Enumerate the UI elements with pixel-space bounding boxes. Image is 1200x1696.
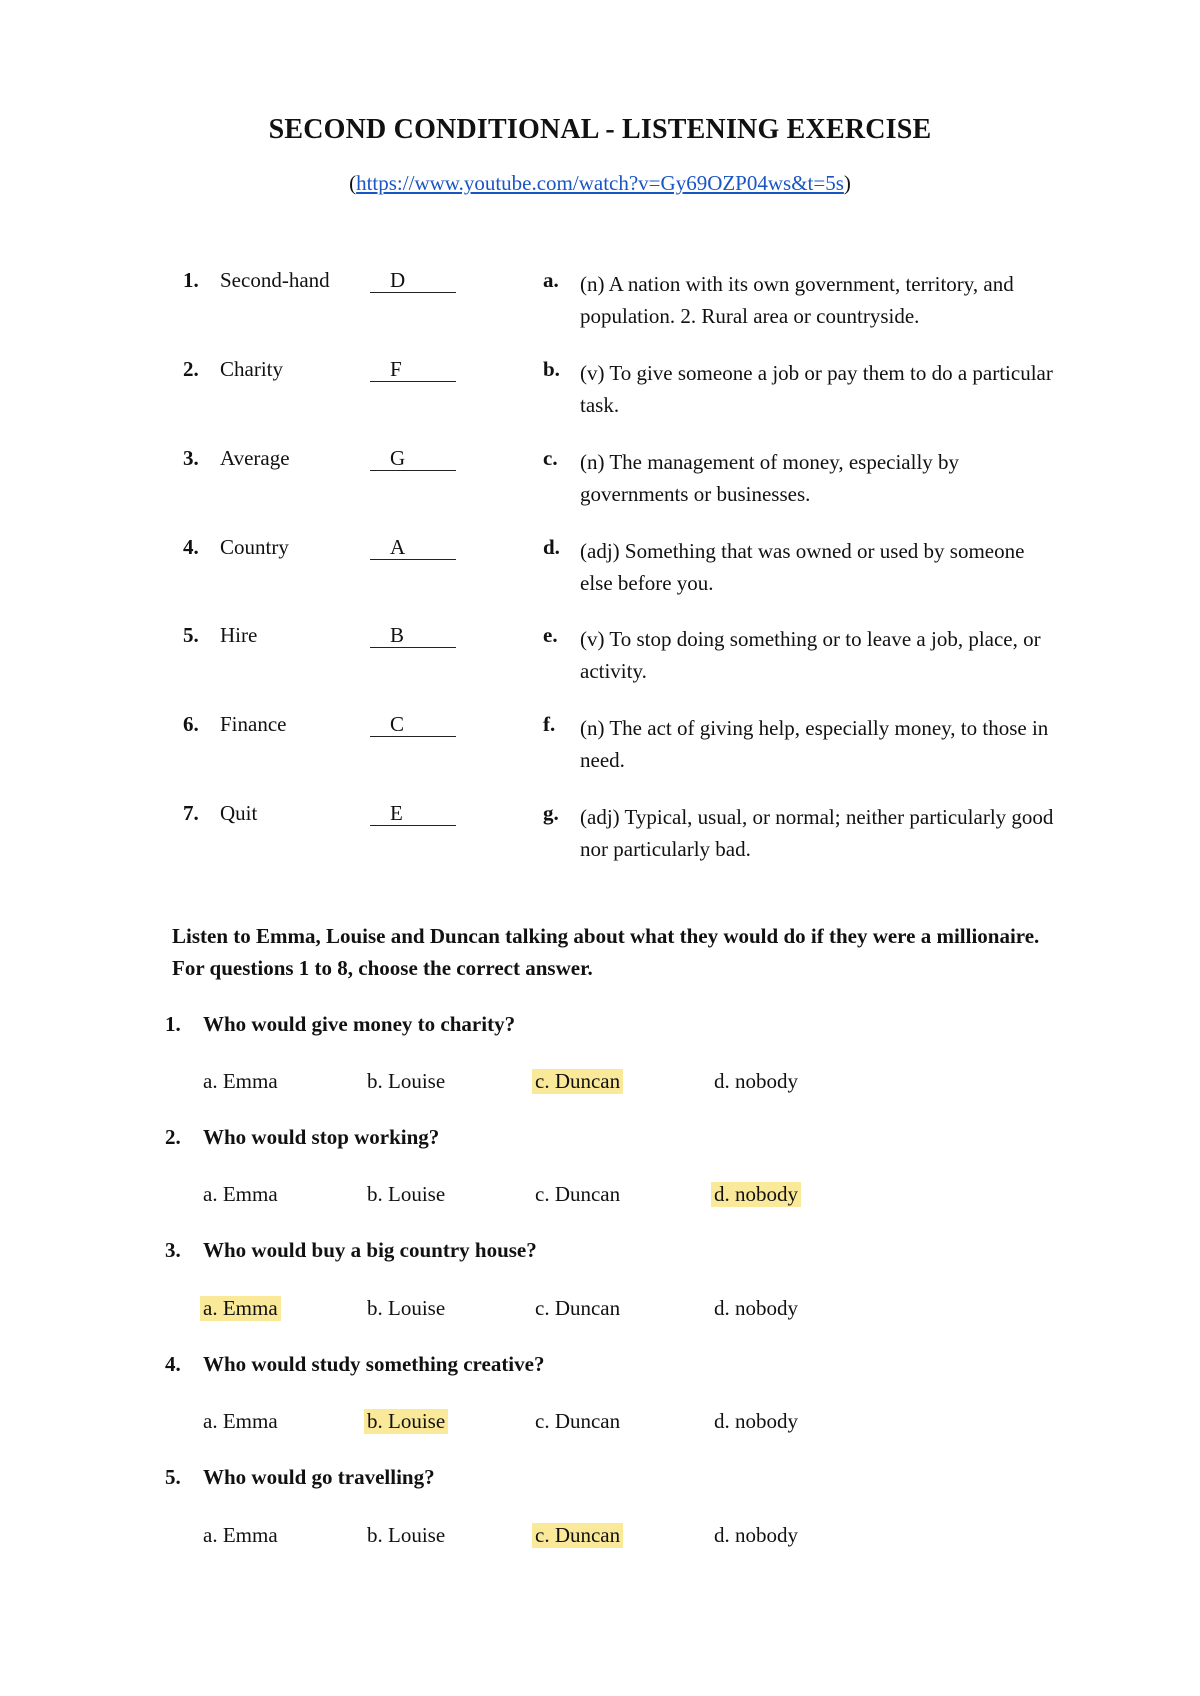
question-number: 2. — [165, 1125, 181, 1149]
option-d[interactable]: d. nobody — [714, 1069, 798, 1093]
definition-letter: b. — [543, 357, 560, 381]
answer-blank[interactable] — [370, 357, 456, 382]
question-number: 3. — [165, 1238, 181, 1262]
option-d[interactable]: d. nobody — [711, 1182, 801, 1207]
definition-text: (n) The management of money, especially by governments or businesses. — [580, 450, 960, 506]
question-number: 5. — [165, 1465, 181, 1489]
question-text: Who would buy a big country house? — [203, 1238, 537, 1262]
vocab-number: 3. — [183, 446, 199, 470]
definition-text: (n) The act of giving help, especially money, to those in need. — [580, 716, 1049, 772]
answer-letter: A — [390, 535, 406, 559]
answer-letter: B — [390, 623, 405, 647]
definition-text: (v) To give someone a job or pay them to do a particular task. — [580, 361, 1053, 417]
option-d[interactable]: d. nobody — [714, 1296, 798, 1320]
answer-letter: C — [390, 712, 405, 736]
option-c[interactable]: c. Duncan — [535, 1409, 621, 1433]
vocab-word: Finance — [220, 712, 287, 736]
vocab-number: 5. — [183, 623, 199, 647]
video-link-line — [0, 171, 1200, 196]
page-title: SECOND CONDITIONAL - LISTENING EXERCISE — [268, 114, 932, 145]
option-b[interactable]: b. Louise — [367, 1523, 446, 1547]
option-c[interactable]: c. Duncan — [535, 1182, 621, 1206]
question-text: Who would study something creative? — [203, 1352, 545, 1376]
option-d[interactable]: d. nobody — [714, 1523, 798, 1547]
vocab-row — [0, 712, 1200, 792]
vocab-number: 6. — [183, 712, 199, 736]
option-a[interactable]: a. Emma — [203, 1182, 278, 1206]
answer-blank[interactable] — [370, 623, 456, 648]
vocab-number: 7. — [183, 801, 199, 825]
definition-text: (n) A nation with its own government, territory, and population. 2. Rural area or countryside. — [580, 272, 1014, 328]
vocab-number: 4. — [183, 535, 199, 559]
listening-instructions: Listen to Emma, Louise and Duncan talking about what they would do if they were a millionaire. For questions 1 to 8, choose the correct answer. — [172, 924, 1040, 980]
answer-blank[interactable] — [370, 446, 456, 471]
vocab-word: Charity — [220, 357, 283, 381]
option-a[interactable]: a. Emma — [200, 1296, 281, 1321]
definition-text: (adj) Something that was owned or used by someone else before you. — [580, 539, 1025, 595]
vocab-row — [0, 535, 1200, 615]
option-b[interactable]: b. Louise — [367, 1182, 446, 1206]
option-d[interactable]: d. nobody — [714, 1409, 798, 1433]
question-number: 1. — [165, 1012, 181, 1036]
question-text: Who would give money to charity? — [203, 1012, 516, 1036]
option-b[interactable]: b. Louise — [367, 1296, 446, 1320]
vocab-word: Quit — [220, 801, 258, 825]
definition-text: (adj) Typical, usual, or normal; neither particularly good nor particularly bad. — [580, 805, 1054, 861]
vocab-word: Hire — [220, 623, 258, 647]
definition-letter: e. — [543, 623, 558, 647]
answer-blank[interactable] — [370, 535, 456, 560]
option-c[interactable]: c. Duncan — [532, 1069, 623, 1094]
question-number: 4. — [165, 1352, 181, 1376]
answer-letter: E — [390, 801, 403, 825]
vocab-row — [0, 801, 1200, 881]
vocab-row — [0, 623, 1200, 703]
answer-letter: F — [390, 357, 402, 381]
video-link[interactable]: https://www.youtube.com/watch?v=Gy69OZP04ws&t=5s — [356, 171, 844, 195]
question-text: Who would go travelling? — [203, 1465, 435, 1489]
link-open-paren: ( — [349, 171, 357, 195]
vocab-word: Average — [220, 446, 290, 470]
option-a[interactable]: a. Emma — [203, 1409, 278, 1433]
answer-blank[interactable] — [370, 712, 456, 737]
answer-blank[interactable] — [370, 801, 456, 826]
vocab-word: Second-hand — [220, 268, 330, 292]
definition-letter: f. — [543, 712, 556, 736]
definition-letter: a. — [543, 268, 559, 292]
definition-letter: c. — [543, 446, 558, 470]
option-b[interactable]: b. Louise — [367, 1069, 446, 1093]
vocab-row — [0, 446, 1200, 526]
definition-text: (v) To stop doing something or to leave a job, place, or activity. — [580, 627, 1041, 683]
vocab-number: 2. — [183, 357, 199, 381]
answer-letter: D — [390, 268, 406, 292]
answer-letter: G — [390, 446, 406, 470]
vocab-row — [0, 357, 1200, 437]
option-c[interactable]: c. Duncan — [532, 1523, 623, 1548]
link-close-paren: ) — [843, 171, 851, 195]
vocab-row — [0, 268, 1200, 348]
vocab-word: Country — [220, 535, 289, 559]
question-text: Who would stop working? — [203, 1125, 440, 1149]
definition-letter: d. — [543, 535, 560, 559]
option-a[interactable]: a. Emma — [203, 1069, 278, 1093]
definition-letter: g. — [543, 801, 559, 825]
answer-blank[interactable] — [370, 268, 456, 293]
option-a[interactable]: a. Emma — [203, 1523, 278, 1547]
option-b[interactable]: b. Louise — [364, 1409, 448, 1434]
option-c[interactable]: c. Duncan — [535, 1296, 621, 1320]
vocab-number: 1. — [183, 268, 199, 292]
